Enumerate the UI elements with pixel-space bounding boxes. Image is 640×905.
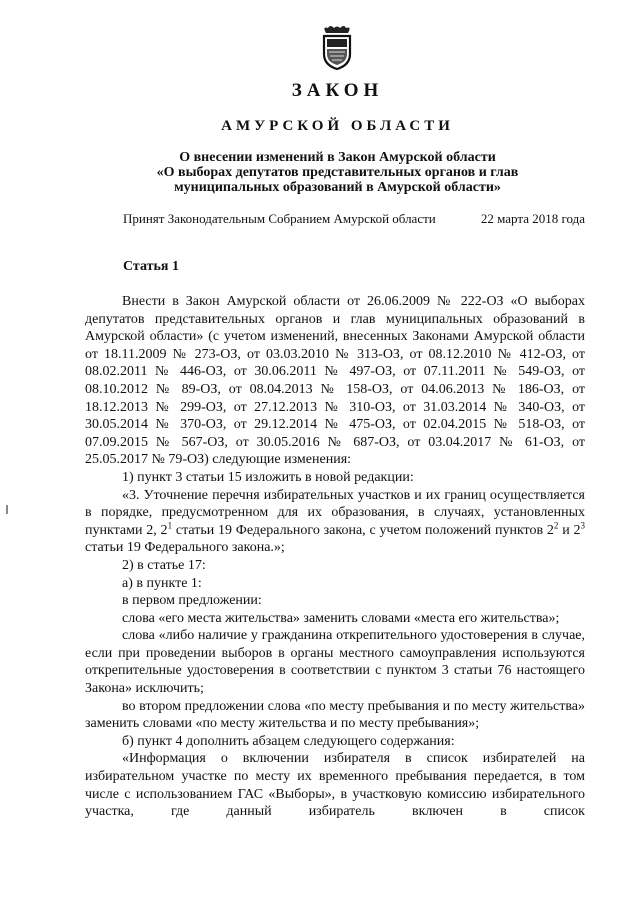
- text-fragment: статьи 19 Федерального закона, с учетом положений пунктов 2: [172, 522, 554, 538]
- scan-margin-mark: [6, 505, 8, 514]
- coat-of-arms-icon: [316, 24, 358, 70]
- superscript: 1: [167, 520, 173, 531]
- paragraph-first-sentence: в первом предложении:: [122, 593, 262, 609]
- adoption-line: [123, 211, 585, 229]
- text-fragment: статьи 19 Федерального закона.»;: [85, 540, 285, 556]
- subject-line-1: О внесении изменений в Закон Амурской области: [179, 150, 496, 165]
- adopted-date: 22 марта 2018 года: [480, 211, 585, 226]
- superscript: 2: [553, 520, 559, 531]
- adopted-by: Принят Законодательным Собранием Амурской области: [123, 211, 436, 226]
- text-fragment: «3. Уточнение перечня избирательных участков и их границ осуществляется в порядке, предусмотренном для их образования, в случаях, установленных пунктами 2, 2: [85, 487, 585, 538]
- law-subject: [150, 150, 525, 195]
- paragraph-sub-a: а) в пункте 1:: [122, 575, 202, 591]
- paragraph-second-sentence: во втором предложении слова «по месту пребывания и по месту жительства» заменить словами «по месту жительства и по месту пребывания»;: [85, 698, 585, 732]
- paragraph-exclude-words: слова «либо наличие у гражданина открепительного удостоверения в случае, если при проведении выборов в органы местного самоуправления используются открепительные удостоверения в соответствии с пунктом 3 статьи 76 настоящего Закона» исключить;: [85, 628, 585, 697]
- paragraph-replace-words: слова «его места жительства» заменить словами «места его жительства»;: [122, 610, 560, 626]
- paragraph-intro: Внести в Закон Амурской области от 26.06.2009 № 222-ОЗ «О выборах депутатов представительных органов и глав муниципальных образований в Амурской области» (с учетом изменений, внесенных Законами Амурской области от 18.11.2009 № 273-ОЗ, от 03.03.2010 № 313-ОЗ, от 08.12.2010 № 412-ОЗ, от 08.02.2011 № 446-ОЗ, от 30.06.2011 № 497-ОЗ, от 07.11.2011 № 549-ОЗ, от 08.10.2012 № 89-ОЗ, от 08.04.2013 № 158-ОЗ, от 04.06.2013 № 186-ОЗ, от 18.12.2013 № 299-ОЗ, от 27.12.2013 № 310-ОЗ, от 31.03.2014 № 340-ОЗ, от 30.05.2014 № 370-ОЗ, от 29.12.2014 № 475-ОЗ, от 02.04.2015 № 518-ОЗ, от 07.09.2015 № 567-ОЗ, от 30.05.2016 № 687-ОЗ, от 03.04.2017 № 61-ОЗ, от 25.05.2017 № 79-ОЗ) следующие изменения:: [85, 294, 585, 468]
- article-body: [85, 293, 585, 821]
- subject-line-3: муниципальных образований в Амурской области»: [174, 180, 501, 195]
- paragraph-new-wording: [85, 487, 585, 557]
- text-fragment: и 2: [558, 522, 581, 538]
- superscript: 3: [580, 520, 585, 531]
- law-title: ЗАКОН: [291, 80, 384, 101]
- paragraph-information: «Информация о включении избирателя в список избирателей на избирательном участке по месту их временного пребывания передается, в том числе с использованием ГАС «Выборы», в участковую комиссию избирательного участка, где данный избиратель включен в список: [85, 751, 585, 820]
- paragraph-item-2: 2) в статье 17:: [122, 557, 206, 573]
- paragraph-item-1: 1) пункт 3 статьи 15 изложить в новой редакции:: [122, 469, 414, 485]
- subject-line-2: «О выборах депутатов представительных органов и глав: [156, 165, 519, 180]
- paragraph-sub-b: б) пункт 4 дополнить абзацем следующего содержания:: [122, 733, 455, 749]
- region-title: АМУРСКОЙ ОБЛАСТИ: [221, 118, 454, 134]
- article-heading: Статья 1: [123, 259, 179, 274]
